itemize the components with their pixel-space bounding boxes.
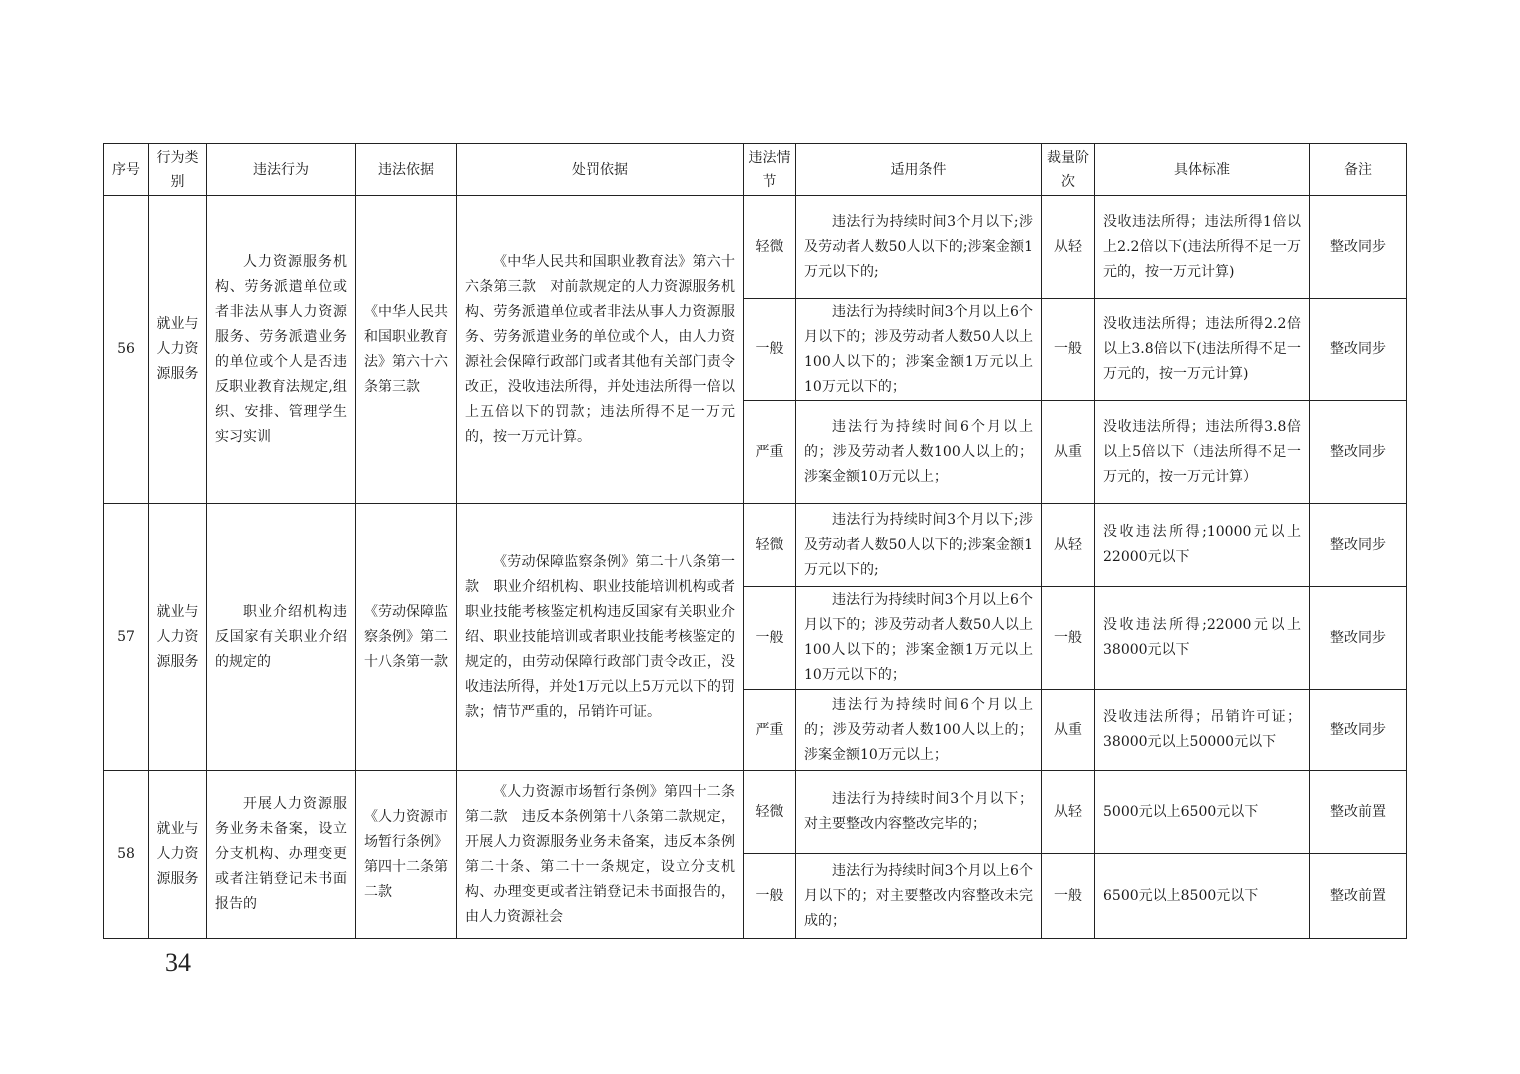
circumstance-cell: 轻微	[744, 196, 796, 299]
standard-cell: 6500元以上8500元以下	[1095, 854, 1310, 939]
standard-cell: 没收违法所得;10000元以上22000元以下	[1095, 504, 1310, 587]
table-row	[104, 771, 1407, 854]
header-seq: 序号	[104, 144, 149, 196]
category-cell: 就业与人力资源服务	[149, 771, 207, 939]
legal-basis-cell: 《中华人民共和国职业教育法》第六十六条第三款	[356, 196, 457, 504]
header-legal-basis: 违法依据	[356, 144, 457, 196]
category-cell: 就业与人力资源服务	[149, 504, 207, 771]
standard-cell: 没收违法所得；吊销许可证；38000元以上50000元以下	[1095, 690, 1310, 771]
seq-cell: 57	[104, 504, 149, 771]
standard-cell: 没收违法所得；违法所得2.2倍以上3.8倍以下(违法所得不足一万元的，按一万元计算)	[1095, 299, 1310, 401]
level-cell: 从轻	[1042, 504, 1095, 587]
conditions-cell: 违法行为持续时间6个月以上的；涉及劳动者人数100人以上的；涉案金额10万元以上；	[796, 690, 1042, 771]
circumstance-cell: 一般	[744, 587, 796, 690]
remarks-cell: 整改前置	[1310, 854, 1407, 939]
violation-cell: 职业介绍机构违反国家有关职业介绍的规定的	[207, 504, 356, 771]
circumstance-cell: 轻微	[744, 504, 796, 587]
seq-cell: 58	[104, 771, 149, 939]
page-number: 34	[165, 948, 191, 977]
remarks-cell: 整改同步	[1310, 401, 1407, 504]
conditions-cell: 违法行为持续时间3个月以下;涉及劳动者人数50人以下的;涉案金额1万元以下的;	[796, 196, 1042, 299]
header-category: 行为类别	[149, 144, 207, 196]
penalty-basis-cell: 《人力资源市场暂行条例》第四十二条第二款 违反本条例第十八条第二款规定，开展人力资源服务业务未备案，违反本条例第二十条、第二十一条规定，设立分支机构、办理变更或者注销登记未书面报告的，由人力资源社会	[457, 771, 744, 939]
violation-cell: 人力资源服务机构、劳务派遣单位或者非法从事人力资源服务、劳务派遣业务的单位或个人是否违反职业教育法规定,组织、安排、管理学生实习实训	[207, 196, 356, 504]
level-cell: 从轻	[1042, 196, 1095, 299]
standard-cell: 5000元以上6500元以下	[1095, 771, 1310, 854]
conditions-cell: 违法行为持续时间3个月以上6个月以下的；涉及劳动者人数50人以上100人以下的；涉案金额1万元以上10万元以下的；	[796, 587, 1042, 690]
header-conditions: 适用条件	[796, 144, 1042, 196]
legal-basis-cell: 《劳动保障监察条例》第二十八条第一款	[356, 504, 457, 771]
header-level: 裁量阶次	[1042, 144, 1095, 196]
circumstance-cell: 一般	[744, 854, 796, 939]
remarks-cell: 整改同步	[1310, 196, 1407, 299]
conditions-cell: 违法行为持续时间3个月以上6个月以下的；对主要整改内容整改未完成的；	[796, 854, 1042, 939]
header-standard: 具体标准	[1095, 144, 1310, 196]
level-cell: 一般	[1042, 587, 1095, 690]
penalty-basis-cell: 《中华人民共和国职业教育法》第六十六条第三款 对前款规定的人力资源服务机构、劳务派遣单位或者非法从事人力资源服务、劳务派遣业务的单位或个人，由人力资源社会保障行政部门或者其他有关部门责令改正，没收违法所得，并处违法所得一倍以上五倍以下的罚款；违法所得不足一万元的，按一万元计算。	[457, 196, 744, 504]
penalty-standard-table	[103, 143, 1407, 939]
level-cell: 从轻	[1042, 771, 1095, 854]
level-cell: 一般	[1042, 854, 1095, 939]
header-penalty-basis: 处罚依据	[457, 144, 744, 196]
conditions-cell: 违法行为持续时间6个月以上的；涉及劳动者人数100人以上的；涉案金额10万元以上；	[796, 401, 1042, 504]
level-cell: 从重	[1042, 690, 1095, 771]
violation-cell: 开展人力资源服务业务未备案，设立分支机构、办理变更或者注销登记未书面报告的	[207, 771, 356, 939]
level-cell: 一般	[1042, 299, 1095, 401]
seq-cell: 56	[104, 196, 149, 504]
legal-basis-cell: 《人力资源市场暂行条例》第四十二条第二款	[356, 771, 457, 939]
remarks-cell: 整改同步	[1310, 504, 1407, 587]
remarks-cell: 整改同步	[1310, 690, 1407, 771]
circumstance-cell: 严重	[744, 690, 796, 771]
header-remarks: 备注	[1310, 144, 1407, 196]
standard-cell: 没收违法所得；违法所得3.8倍以上5倍以下（违法所得不足一万元的，按一万元计算）	[1095, 401, 1310, 504]
standard-cell: 没收违法所得；违法所得1倍以上2.2倍以下(违法所得不足一万元的，按一万元计算)	[1095, 196, 1310, 299]
category-cell: 就业与人力资源服务	[149, 196, 207, 504]
remarks-cell: 整改同步	[1310, 587, 1407, 690]
penalty-basis-cell: 《劳动保障监察条例》第二十八条第一款 职业介绍机构、职业技能培训机构或者职业技能考核鉴定机构违反国家有关职业介绍、职业技能培训或者职业技能考核鉴定的规定的，由劳动保障行政部门责令改正，没收违法所得，并处1万元以上5万元以下的罚款；情节严重的，吊销许可证。	[457, 504, 744, 771]
circumstance-cell: 严重	[744, 401, 796, 504]
circumstance-cell: 一般	[744, 299, 796, 401]
remarks-cell: 整改前置	[1310, 771, 1407, 854]
circumstance-cell: 轻微	[744, 771, 796, 854]
level-cell: 从重	[1042, 401, 1095, 504]
remarks-cell: 整改同步	[1310, 299, 1407, 401]
header-row	[104, 144, 1407, 196]
table-row	[104, 504, 1407, 587]
standard-cell: 没收违法所得;22000元以上38000元以下	[1095, 587, 1310, 690]
header-circumstance: 违法情节	[744, 144, 796, 196]
conditions-cell: 违法行为持续时间3个月以下;涉及劳动者人数50人以下的;涉案金额1万元以下的;	[796, 504, 1042, 587]
conditions-cell: 违法行为持续时间3个月以下；对主要整改内容整改完毕的；	[796, 771, 1042, 854]
conditions-cell: 违法行为持续时间3个月以上6个月以下的；涉及劳动者人数50人以上100人以下的；涉案金额1万元以上10万元以下的；	[796, 299, 1042, 401]
header-violation: 违法行为	[207, 144, 356, 196]
table-row	[104, 196, 1407, 299]
